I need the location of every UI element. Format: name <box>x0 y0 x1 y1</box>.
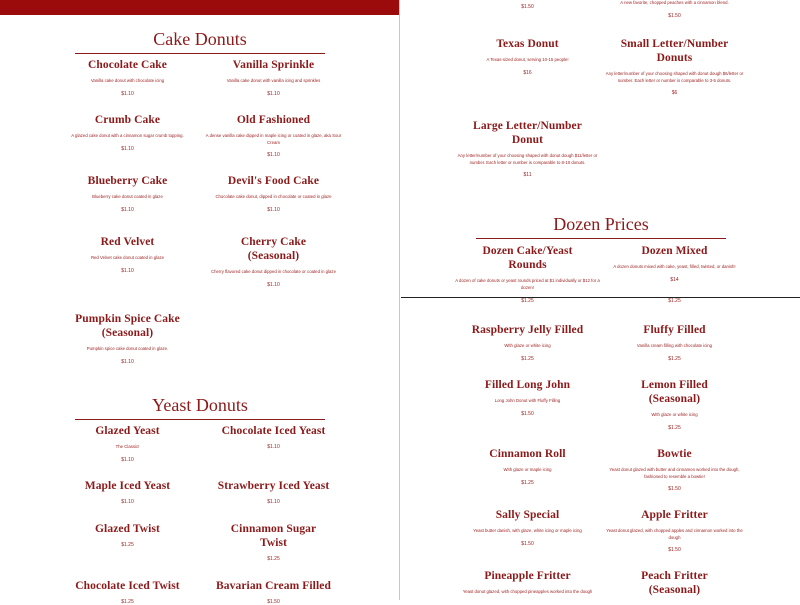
item-price: $1.25 <box>668 298 681 304</box>
menu-item <box>455 447 600 486</box>
item-name: Strawberry Iced Yeast <box>217 480 330 492</box>
item-name: Devil's Food Cake <box>227 175 320 187</box>
menu-item <box>602 508 747 553</box>
item-name: Vanilla Sprinkle <box>232 59 315 71</box>
item-name: Cherry Cake (Seasonal) <box>240 236 307 262</box>
menu-item <box>201 479 346 505</box>
item-description: Yeast donut glazed with butter and cinnamon worked into the dough, fashioned to resemble a bowtie! <box>609 467 740 479</box>
item-name: Peach Fritter (Seasonal) <box>641 570 708 596</box>
item-description: Vanilla cake donut with chocolate icing <box>90 78 165 83</box>
item-price: $1.10 <box>267 152 280 159</box>
item-name: Fluffy Filled <box>643 324 706 336</box>
item-price: $1.25 <box>121 599 134 605</box>
item-price: $1.25 <box>668 355 681 362</box>
item-description: Any letter/number of your choosing shaped with donut dough $6/letter or number. Each letter or number is comparable to 3-5 donuts. <box>605 71 744 83</box>
item-price: $1.10 <box>121 267 134 274</box>
menu-item <box>602 244 747 283</box>
item-description: Pumpkin spice cake donut coated in glaze. <box>86 346 169 351</box>
item-description: Vanilla cake donut with vanilla icing and sprinkles <box>226 78 321 83</box>
item-description: Blueberry cake donut coated in glaze <box>92 194 163 199</box>
item-description: Any letter/number of your choosing shaped with donut dough $11/letter or number. Each letter or number is comparable to 8-10 donuts. <box>457 153 598 165</box>
menu-item <box>55 235 200 274</box>
menu-item <box>55 58 200 97</box>
item-name: Pineapple Fritter <box>484 570 571 582</box>
item-description: A Texas-sized donut, serving 10-15 people! <box>486 57 569 62</box>
item-name: Glazed Twist <box>95 523 160 535</box>
item-name: Chocolate Cake <box>87 59 167 71</box>
menu-item <box>55 312 200 365</box>
item-name: Dozen Cake/Yeast Rounds <box>482 245 573 271</box>
menu-item <box>602 323 747 362</box>
item-name: Apple Fritter <box>641 509 708 521</box>
item-price: $14 <box>670 276 679 283</box>
item-price: $1.10 <box>121 145 134 152</box>
item-price: $1.50 <box>521 540 534 547</box>
item-description: Yeast donut glazed, with chopped pineapples worked into the dough <box>462 589 593 594</box>
item-price: $1.50 <box>521 410 534 417</box>
menu-item <box>455 569 600 596</box>
item-name: Sally Special <box>495 509 560 521</box>
item-description: Yeast donut glazed, with chopped apples and cinnamon worked into the dough <box>606 528 743 540</box>
item-price: $1.10 <box>121 206 134 213</box>
item-price: $1.50 <box>668 547 681 554</box>
menu-item <box>602 447 747 492</box>
item-description: Red Velvet cake donut coated in glaze <box>90 255 165 260</box>
menu-item <box>55 479 200 505</box>
item-price: $1.50 <box>521 4 534 10</box>
menu-item <box>455 508 600 547</box>
item-price: $1.25 <box>521 355 534 362</box>
item-price: $1.10 <box>267 90 280 97</box>
item-name: Blueberry Cake <box>87 175 168 187</box>
item-description: With glaze or maple icing <box>503 467 552 472</box>
item-price: $1.25 <box>521 298 534 304</box>
item-price: $6 <box>671 90 678 97</box>
menu-item-partial <box>455 298 600 304</box>
item-name: Cinnamon Sugar Twist <box>230 523 317 549</box>
item-price: $1.50 <box>668 486 681 493</box>
menu-item <box>55 579 200 605</box>
section-rule <box>476 238 726 239</box>
item-name: Filled Long John <box>484 379 571 391</box>
item-name: Chocolate Iced Yeast <box>221 425 326 437</box>
item-name: Dozen Mixed <box>641 245 708 257</box>
section-title-dozen-prices: Dozen Prices <box>553 214 649 234</box>
menu-item <box>55 424 200 463</box>
menu-item <box>201 235 346 288</box>
item-price: $1.10 <box>121 90 134 97</box>
menu-item <box>201 174 346 213</box>
item-name: Maple Iced Yeast <box>84 480 171 492</box>
item-price: $1.10 <box>121 358 134 365</box>
item-description: With glaze or white icing <box>651 412 698 417</box>
menu-item-partial <box>455 4 600 10</box>
menu-item <box>201 424 346 450</box>
menu-item <box>455 244 600 291</box>
item-price: $1.25 <box>521 479 534 486</box>
item-name: Bowtie <box>657 448 692 460</box>
menu-item <box>455 37 600 76</box>
item-price: $1.10 <box>267 499 280 505</box>
menu-item <box>201 113 346 158</box>
item-price: $11 <box>523 172 532 179</box>
item-price: $1.50 <box>668 12 681 19</box>
item-name: Glazed Yeast <box>95 425 160 437</box>
section-rule <box>75 53 325 54</box>
menu-item <box>201 58 346 97</box>
section-title-yeast-donuts: Yeast Donuts <box>152 395 248 415</box>
top-header-bar <box>0 0 399 15</box>
item-name: Crumb Cake <box>94 114 161 126</box>
menu-item <box>455 323 600 362</box>
item-name: Pumpkin Spice Cake (Seasonal) <box>75 313 180 339</box>
item-description: A dozen of cake donuts or yeast rounds priced at $1 individually or $12 for a dozen! <box>455 278 600 290</box>
item-name: Texas Donut <box>496 38 559 50</box>
item-name: Raspberry Jelly Filled <box>471 324 584 336</box>
item-price: $1.25 <box>121 542 134 548</box>
item-price: $1.10 <box>267 206 280 213</box>
item-price: $1.10 <box>121 499 134 505</box>
item-name: Large Letter/Number Donut <box>473 120 582 146</box>
menu-item <box>602 569 747 597</box>
item-description: Cherry flavored cake donut dipped in chocolate or coated in glaze <box>211 269 336 274</box>
item-name: Red Velvet <box>100 236 155 248</box>
item-price: $1.25 <box>267 556 280 562</box>
item-name: Old Fashioned <box>236 114 311 126</box>
item-description: Yeast butter danish, with glaze, white icing or maple icing <box>473 528 582 533</box>
item-price: $1.50 <box>267 599 280 605</box>
menu-item <box>55 522 200 548</box>
item-description: The Classic! <box>115 444 140 449</box>
item-price: $1.10 <box>121 456 134 463</box>
item-price: $1.10 <box>267 444 280 450</box>
menu-item <box>201 522 346 562</box>
item-price: $1.10 <box>267 281 280 288</box>
item-description: With glaze or white icing <box>504 343 551 348</box>
item-description: A dozen donuts mixed with cake, yeast, filled, twisted, or danish! <box>613 264 736 269</box>
item-name: Cinnamon Roll <box>489 448 566 460</box>
menu-item <box>602 378 747 431</box>
item-description: A dense vanilla cake dipped in maple icing or coated in glaze, aka Sour Cream <box>205 133 342 145</box>
menu-item <box>55 113 200 152</box>
item-name: Small Letter/Number Donuts <box>620 38 729 64</box>
menu-item <box>55 174 200 213</box>
section-rule <box>75 419 325 420</box>
menu-item <box>602 37 747 96</box>
item-name: Chocolate Iced Twist <box>75 580 180 592</box>
item-price: $1.25 <box>668 424 681 431</box>
item-description: Long John Donut with Fluffy Filling <box>494 398 561 403</box>
item-name: Lemon Filled (Seasonal) <box>641 379 708 405</box>
menu-item <box>455 119 600 178</box>
item-description: A glazed cake donut with a cinnamon sugar crumb topping. <box>71 133 184 138</box>
menu-item-partial <box>602 0 747 19</box>
item-description: Vanilla cream filling with chocolate icing <box>636 343 713 348</box>
item-description: A new favorite, chopped peaches with a cinnamon blend. <box>620 0 729 5</box>
menu-item <box>455 378 600 417</box>
section-title-cake-donuts: Cake Donuts <box>153 29 247 49</box>
item-description: Chocolate cake donut, dipped in chocolate or coated in glaze <box>215 194 332 199</box>
menu-item-partial <box>602 298 747 304</box>
menu-item <box>201 579 346 605</box>
item-name: Bavarian Cream Filled <box>216 580 331 592</box>
panel-divider-vertical <box>399 0 400 600</box>
item-price: $16 <box>523 69 532 76</box>
